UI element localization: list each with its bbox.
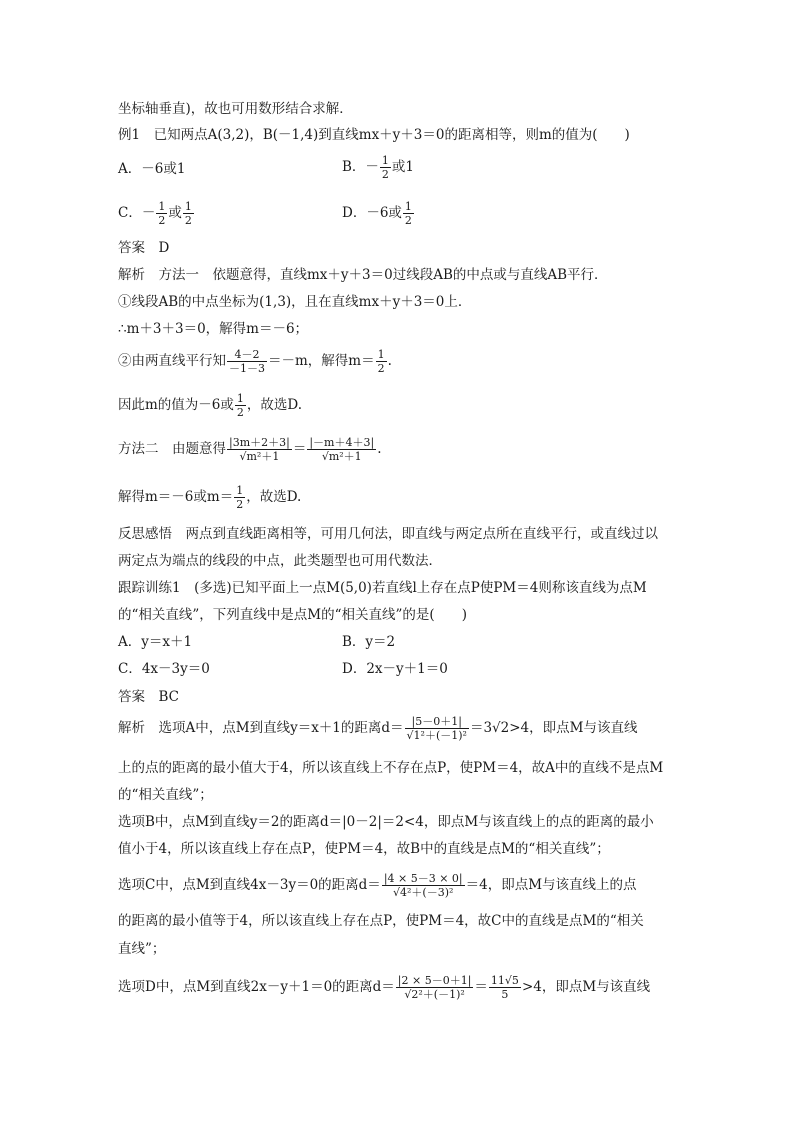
solution-method-2: 方法二 由题意得 $\frac{|3m+2+3|}{\text{√m²＋1}}$ ＝ $\frac{|-m+4+3|}{\text{√m²＋1}}$ . (118, 436, 382, 463)
solution-line: 直线”； (118, 941, 166, 957)
solution-line: 值小于4，所以该直线上存在点P，使PM＝4，故B中的直线是点M的“相关直线”； (118, 841, 610, 857)
option-d: D．2x－y＋1＝0 (342, 661, 448, 677)
solution-line: 选项D中，点M到直线2x－y＋1＝0的距离d＝ $\frac{|2 \times 5-0+1|}{\text{√2²＋(－1)²}}$ ＝ $\frac{11√5}{5}$ >4，即点M与该直线 (118, 974, 651, 1001)
fraction: $\frac{11√5}{5}$ (490, 974, 519, 1001)
fraction: $\frac{1}{2}$ (404, 200, 412, 227)
fraction: $\frac{1}{2}$ (236, 484, 244, 511)
example-1-question: 例1 已知两点A(3,2)，B(－1,4)到直线mx＋y＋3＝0的距离相等，则m的值为( ) (118, 127, 630, 143)
solution-line: 选项B中，点M到直线y＝2的距离d＝|0－2|＝2<4，即点M与该直线上的点的距离的最小 (118, 814, 654, 830)
fraction: $\frac{1}{2}$ (381, 154, 389, 181)
fraction: $\frac{|2 \times 5-0+1|}{\text{√2²＋(－1)²}}$ (397, 974, 472, 1001)
fraction: $\frac{1}{2}$ (158, 200, 166, 227)
solution-step: ①线段AB的中点坐标为(1,3)，且在直线mx＋y＋3＝0上． (118, 294, 472, 310)
solution-line: 的“相关直线”； (118, 787, 213, 803)
option-a: A．－6或1 (118, 161, 186, 177)
solution-conclusion: 解得m＝－6或m＝ $\frac{1}{2}$ ，故选D. (118, 484, 302, 511)
option-d: D．－6或 $\frac{1}{2}$ (342, 200, 412, 227)
practice-question: 的“相关直线”，下列直线中是点M的“相关直线”的是( ) (118, 607, 467, 623)
answer-label: 答案 BC (118, 689, 180, 705)
fraction: $\frac{|3m+2+3|}{\text{√m²＋1}}$ (229, 436, 290, 463)
option-b: B．y＝2 (342, 634, 396, 650)
fraction: $\frac{|-m+4+3|}{\text{√m²＋1}}$ (309, 436, 375, 463)
solution-method-1: 解析 方法一 依题意得，直线mx＋y＋3＝0过线段AB的中点或与直线AB平行． (118, 267, 608, 283)
reflection-line: 反思感悟 两点到直线距离相等，可用几何法，即直线与两定点所在直线平行，或直线过以 (118, 526, 658, 542)
practice-question: 跟踪训练1 (多选)已知平面上一点M(5,0)若直线l上存在点P使PM＝4则称该直线为点M (118, 580, 647, 596)
option-c: C．4x－3y＝0 (118, 661, 210, 677)
fraction: $\frac{|4 \times 5-3 \times 0|}{\text{√4²＋(－3)²}}$ (383, 872, 463, 899)
solution-line: 的距离的最小值等于4，所以该直线上存在点P，使PM＝4，故C中的直线是点M的“相关 (118, 913, 644, 929)
fraction: $\frac{1}{2}$ (236, 392, 244, 419)
option-b: B．－ $\frac{1}{2}$ 或1 (342, 154, 415, 181)
option-a: A．y＝x＋1 (118, 634, 193, 650)
solution-step: ②由两直线平行知 $\frac{4-2}{-1-3}$ ＝－m，解得m＝ $\frac{1}{2}$ . (118, 348, 392, 375)
fraction: $\frac{4-2}{-1-3}$ (229, 348, 265, 375)
solution-line: 上的点的距离的最小值大于4，所以该直线上不存在点P，使PM＝4，故A中的直线不是点M (118, 760, 664, 776)
option-c: C．－ $\frac{1}{2}$ 或 $\frac{1}{2}$ (118, 200, 192, 227)
answer-label: 答案 D (118, 240, 170, 256)
solution-line: 选项C中，点M到直线4x－3y＝0的距离d＝ $\frac{|4 \times 5-3 \times 0|}{\text{√4²＋(－3)²}}$ ＝4，即点M与该直线上的点 (118, 872, 637, 899)
fraction: $\frac{1}{2}$ (184, 200, 192, 227)
solution-line: 解析 选项A中，点M到直线y＝x＋1的距离d＝ $\frac{|5-0+1|}{\text{√1²＋(－1)²}}$ ＝3√2>4，即点M与该直线 (118, 715, 638, 742)
fraction: $\frac{|5-0+1|}{\text{√1²＋(－1)²}}$ (406, 715, 467, 742)
solution-step: ∴m＋3＋3＝0，解得m＝－6； (118, 321, 309, 337)
reflection-line: 两定点为端点的线段的中点，此类题型也可用代数法． (118, 553, 442, 569)
fraction: $\frac{1}{2}$ (377, 348, 385, 375)
text-line: 坐标轴垂直)，故也可用数形结合求解． (118, 101, 353, 117)
solution-conclusion: 因此m的值为－6或 $\frac{1}{2}$ ，故选D. (118, 392, 303, 419)
